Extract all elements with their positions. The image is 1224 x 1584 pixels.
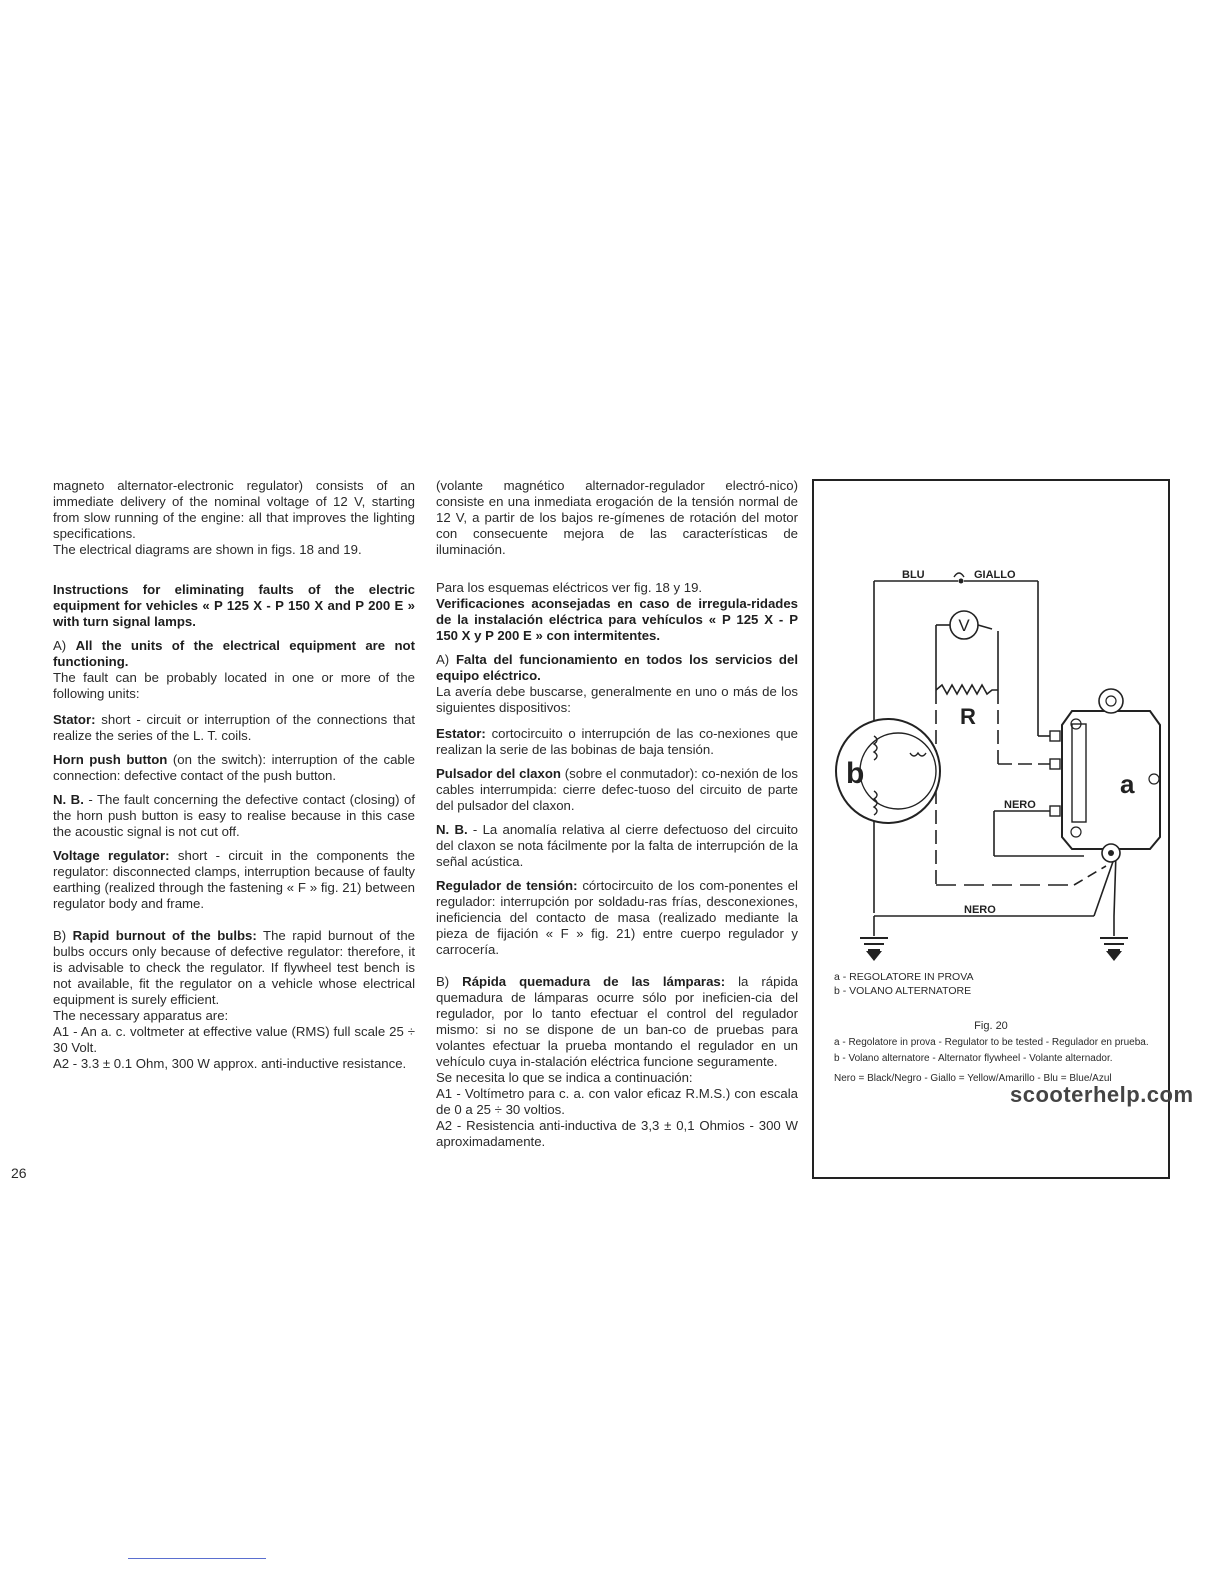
- nero-label: NERO: [1004, 799, 1036, 811]
- terminal-icon: [1050, 759, 1060, 769]
- section-title: All the units of the electrical equipment are not functioning.: [53, 638, 415, 669]
- note-body: - La anomalía relativa al cierre defectuoso del circuito del claxon se nota fácilmente por la falta de interrupción de la señal acústica.: [436, 822, 798, 869]
- nero-label: NERO: [964, 904, 996, 916]
- flywheel-label: b: [846, 757, 865, 790]
- ground-arrow-right-icon: [1106, 951, 1122, 961]
- switch-contact-icon: [959, 579, 964, 584]
- terminal-icon: [1050, 731, 1060, 741]
- blu-label: BLU: [902, 569, 925, 581]
- intro-line: all that improves the lighting specifications.: [53, 510, 415, 541]
- item-body: córtocircuito de los com-ponentes el regulador: interrupción por soldadu-ras frías, desconexiones, ineficiencia del contacto de masa (realizado mediante la pieza de fijación « F » fig. 21) entre cuerpo regulador y carrocería.: [436, 878, 798, 957]
- voltmeter-wire-top-right: [978, 625, 992, 629]
- switch-arc-icon: [954, 573, 964, 577]
- intro-line: magneto alternator-electronic regulator) consists: [53, 478, 364, 493]
- stator-paragraph: [436, 726, 798, 758]
- section-a: [436, 652, 798, 716]
- ground-arrow-left-icon: [866, 951, 882, 961]
- giallo-label: GIALLO: [974, 569, 1016, 581]
- section-prefix: A): [53, 638, 67, 653]
- apparatus-line: Se necesita lo que se indica a continuación:: [436, 1070, 693, 1085]
- section-body: La avería debe buscarse, generalmente en uno o más de los siguientes dispositivos:: [436, 684, 798, 715]
- item-body: short - circuit or interruption of the connections that realize the series of the L. T. coils.: [53, 712, 415, 743]
- dashed-ground-diagonal: [1074, 866, 1106, 885]
- item-body: cortocircuito o interrupción de las co-nexiones que realizan la serie de las bobinas de baja tensión.: [436, 726, 798, 757]
- voltmeter-label: V: [958, 616, 970, 635]
- regulator-mount-top-icon: [1099, 689, 1123, 713]
- apparatus-a1: A1 - Voltímetro para c. a. con valor eficaz R.M.S.) con escala de 0 a 25 ÷ 30 voltios.: [436, 1086, 798, 1117]
- voltage-paragraph: [53, 848, 415, 912]
- caption-a: a - REGOLATORE IN PROVA: [834, 971, 974, 983]
- section-heading: Verificaciones aconsejadas en caso de irregula-ridades de la instalación eléctrica para vehículos « P 125 X - P 150 X y P 200 E » con intermitentes.: [436, 596, 798, 643]
- intro-line: The electrical diagrams are shown in figs. 18 and 19.: [53, 542, 362, 557]
- item-body: (on the switch): interruption of the cable connection: defective contact of the push button.: [53, 752, 416, 783]
- section-heading: Instructions for eliminating faults of the electric equipment for vehicles « P 125 X - P 150 X and P 200 E » with turn signal lamps.: [53, 582, 415, 629]
- apparatus-line: The necessary apparatus are:: [53, 1008, 229, 1023]
- terminal-icon: [1050, 806, 1060, 816]
- resistor-label: R: [960, 704, 976, 729]
- figure-box: [812, 479, 1170, 1179]
- legend-item: a - Regolatore in prova - Regulator to be tested - Regulador en prueba.: [834, 1037, 1149, 1048]
- item-body: (sobre el conmutador): co-nexión de los cables interrumpida: cierre defec-tuoso del circuito de parte del pulsador del claxon.: [436, 766, 798, 813]
- footer-link-underline: [128, 1558, 266, 1559]
- intro-line: of 12 V, starting from slow running of the engine:: [53, 494, 415, 525]
- section-body: The rapid burnout of the bulbs occurs only because of defective regulator: therefore, it is advisable to check the regulator. If flywheel test bench is not available, fit the regulator on a vehicle whose electrical equipment is surely efficient.: [53, 928, 416, 1007]
- note-title: N. B.: [53, 792, 84, 807]
- english-column: [53, 478, 415, 1072]
- section-title: Rápida quemadura de las lámparas:: [462, 974, 726, 989]
- legend-item: b - Volano alternatore - Alternator flywheel - Volante alternador.: [834, 1053, 1113, 1064]
- intro-paragraph: [53, 478, 415, 558]
- horn-paragraph: [53, 752, 415, 784]
- item-title: Voltage regulator:: [53, 848, 170, 863]
- apparatus-a2: A2 - 3.3 ± 0.1 Ohm, 300 W approx. anti-inductive resistance.: [53, 1056, 407, 1071]
- horn-paragraph: [436, 766, 798, 814]
- item-title: Regulador de tensión:: [436, 878, 578, 893]
- legend-colors: Nero = Black/Negro - Giallo = Yellow/Amarillo - Blu = Blue/Azul: [834, 1073, 1112, 1084]
- apparatus-a2: A2 - Resistencia anti-inductiva de 3,3 ± 0,1 Ohmios - 300 W aproximadamente.: [436, 1118, 798, 1149]
- section-body: la rápida quemadura de lámparas ocurre sólo por ineficien-cia del regulador, por lo tanto efectuar el control del regulador mismo: si no se dispone de un ban-co de pruebas para volantes efectuar la prueba montando el regulador en un vehículo cuya in-stalación eléctrica funcione seguramente.: [436, 974, 799, 1069]
- spanish-column: [436, 478, 798, 1150]
- stator-paragraph: [53, 712, 415, 744]
- regulator-mount-bolt-icon: [1108, 850, 1114, 856]
- item-title: Pulsador del claxon: [436, 766, 561, 781]
- resistor-zigzag: [936, 685, 998, 694]
- section-a: [53, 638, 415, 702]
- intro-line: of an immediate delivery of the nominal voltage: [53, 478, 415, 509]
- diagram-reference: Para los esquemas eléctricos ver fig. 18 y 19.: [436, 580, 703, 595]
- section-b: [436, 974, 798, 1070]
- ground-left-icon: [860, 938, 888, 950]
- watermark: scooterhelp.com: [1010, 1082, 1194, 1107]
- section-prefix: B): [53, 928, 67, 943]
- section-title: Rapid burnout of the bulbs:: [72, 928, 257, 943]
- note-paragraph: [53, 792, 415, 840]
- regulator-body-icon: [1062, 711, 1160, 849]
- voltage-paragraph: [436, 878, 798, 958]
- regulator-label: a: [1120, 769, 1135, 799]
- section-title: Falta del funcionamiento en todos los servicios del equipo eléctrico.: [436, 652, 798, 683]
- item-title: Stator:: [53, 712, 96, 727]
- item-title: Estator:: [436, 726, 486, 741]
- apparatus-a1: A1 - An a. c. voltmeter at effective value (RMS) full scale 25 ÷ 30 Volt.: [53, 1024, 415, 1055]
- note-paragraph: [436, 822, 798, 870]
- section-b: [53, 928, 415, 1008]
- section-prefix: B): [436, 974, 450, 989]
- item-body: short - circuit in the components the regulator: disconnected clamps, interruption because of faulty earthing (realized through the fastening « F » fig. 21) between regulator body and frame.: [53, 848, 415, 911]
- caption-b: b - VOLANO ALTERNATORE: [834, 985, 972, 997]
- regulator-side-hole-icon: [1149, 774, 1159, 784]
- note-body: - The fault concerning the defective contact (closing) of the horn push button is easy to realise because in this case the acoustic signal is not cut off.: [53, 792, 415, 839]
- intro-paragraph: (volante magnético alternador-regulador electró-nico) consiste en una inmediata erogación de la tensión normal de 12 V, a partir de los bajos re-gímenes de rotación del motor con consecuente mejora de las características de iluminación.: [436, 478, 798, 557]
- item-title: Horn push button: [53, 752, 168, 767]
- section-body: The fault can be probably located in one or more of the following units:: [53, 670, 415, 701]
- page-number: 26: [11, 1165, 27, 1181]
- section-prefix: A): [436, 652, 450, 667]
- regulator-ground-wire: [1114, 853, 1116, 916]
- figure-number: Fig. 20: [974, 1020, 1008, 1032]
- note-title: N. B.: [436, 822, 468, 837]
- wiring-diagram: [814, 481, 1170, 981]
- ground-right-icon: [1100, 938, 1128, 950]
